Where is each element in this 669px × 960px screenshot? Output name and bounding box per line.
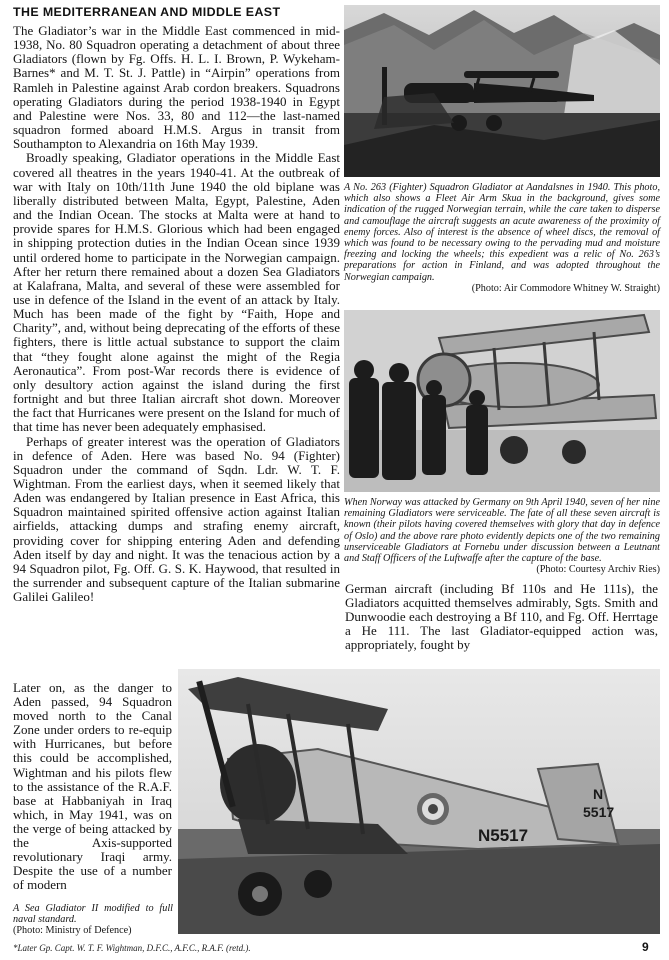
- caption-text: When Norway was attacked by Germany on 9th April 1940, seven of her nine remaining Gladiators were serviceable. The fate of all these seven aircraft is known (their pilots having covered themselves with glory that day in defence of Oslo) and the above rare photo evidently depicts one of the two remaining unserviceable Gladiators at Fornebu under discussion between a Leutnant and Staff Officers of the Luftwaffe after the capture of the base.: [344, 497, 660, 565]
- photo-gladiator-aandalsnes: [344, 5, 660, 177]
- photo-credit: (Photo: Courtesy Archiv Ries): [536, 564, 660, 576]
- right-column-text: [345, 582, 658, 652]
- photo-credit: (Photo: Air Commodore Whitney W. Straight): [471, 282, 660, 294]
- caption-aandalsnes: [344, 182, 660, 294]
- photo-sea-gladiator: [178, 669, 660, 934]
- tail-number: 5517: [583, 804, 615, 820]
- body-paragraph: The Gladiator’s war in the Middle East commenced in mid-1938, No. 80 Squadron operating a detachment of about three Gladiators (flown by Fg. Offs. H. L. I. Brown, P. Wykeham-Barnes* and M. T. St. J. Pattle) in “Airpin” operations from Ramleh in Palestine against Arab cordon breakers. Squadrons operating Gladiators during the period 1938-1940 in Egypt and Palestine were Nos. 33, 80 and 112—the last-named squadron formed aboard H.M.S. Argus in transit from Southampton to Alexandria on 16th May 1939.: [13, 23, 340, 152]
- body-paragraph: Perhaps of greater interest was the operation of Gladiators in defence of Aden. Here was based No. 94 (Fighter) Squadron under the command of Sqdn. Ldr. W. T. F. Wightman. From the earliest days, when it seemed likely that Aden was endangered by Italian presence in East Africa, this Squadron maintained spirited offensive action against Italian airfields, attacking dumps and strafing enemy aircraft, providing cover for shipping entering Aden and defending Aden itself by day and night. It was the tenacious action by a 94 Squadron pilot, Fg. Off. G. S. K. Haywood, that resulted in the surrender and subsequent capture of the Italian submarine Galilei Galileo!: [13, 433, 340, 605]
- body-paragraph: German aircraft (including Bf 110s and He 111s), the Gladiators acquitted themselves admirably, Sgts. Smith and Dunwoodie each destroying a Bf 110, and Fg. Off. Herrtage a He 111. The last Gladiator-equipped action was, appropriately, fought by: [345, 581, 658, 653]
- tail-letter: N: [593, 786, 604, 802]
- body-paragraph: Later on, as the danger to Aden passed, 94 Squadron moved north to the Canal Zone under orders to re-equip with Hurricanes, but before this could be accomplished, Wightman and his pilots flew to the assistance of the R.A.F. base at Habbaniyah in Iraq which, in May 1941, was on the verge of being attacked by the Axis-supported revolutionary Iraqi army. Despite the use of a number of modern: [13, 680, 172, 893]
- page-number: 9: [642, 940, 649, 954]
- footnote: *Later Gp. Capt. W. T. F. Wightman, D.F.C., A.F.C., R.A.F. (retd.).: [13, 943, 251, 953]
- aircraft-serial: N5517: [478, 826, 529, 845]
- narrow-column: [13, 681, 172, 892]
- caption-text: A No. 263 (Fighter) Squadron Gladiator at Aandalsnes in 1940. This photo, which also shows a Fleet Air Arm Skua in the background, gives some indication of the rugged Norwegian terrain, while the care taken to disperse and camouflage the aircraft suggests an acute awareness of the proximity of enemy forces. Also of interest is the absence of wheel discs, the removal of which was found to be necessary owing to the pervading mud and moisture freezing and locking the wheels; this expedient was a relic of No. 263’s preparations for action in Finland, and was adopted throughout the Norwegian campaign.: [344, 182, 660, 283]
- caption-text: A Sea Gladiator II modified to full naval standard.: [13, 903, 173, 926]
- caption-sea-gladiator: [13, 903, 173, 937]
- caption-fornebu: [344, 497, 660, 575]
- body-paragraph: Broadly speaking, Gladiator operations in the Middle East covered all theatres in the years 1940-41. At the outbreak of war with Italy on 10th/11th June 1940 the old biplane was liberally distributed between Malta, Egypt, Palestine, Aden and the Indian Ocean. The stocks at Malta were at hand to provide spares for H.M.S. Glorious which had been engaged in shipping protection duties in the Indian Ocean since 1939 until ordered home to participate in the Norwegian campaign. After her return there remained about a dozen Sea Gladiators at Kalafrana, Malta, and several of these were assembled for use in defence of the Island in the event of an attack by Italy. Much has been made of the fight by “Faith, Hope and Charity”, and, without being deprecating of the efforts of these fighters, there is little actual substance to support the claim that “they fought alone against the might of the Regia Aeronautica”. From post-War records there is evidence of only desultory action against the island during the first fortnight and but three Italian aircraft shot down. Moreover the fact that Hurricanes were present on the Island for much of that time has never been adequately emphasised.: [13, 150, 340, 435]
- photo-credit: (Photo: Ministry of Defence): [13, 925, 132, 937]
- section-heading: THE MEDITERRANEAN AND MIDDLE EAST: [13, 5, 281, 19]
- photo-gladiator-fornebu: [344, 310, 660, 492]
- left-column: [13, 24, 340, 604]
